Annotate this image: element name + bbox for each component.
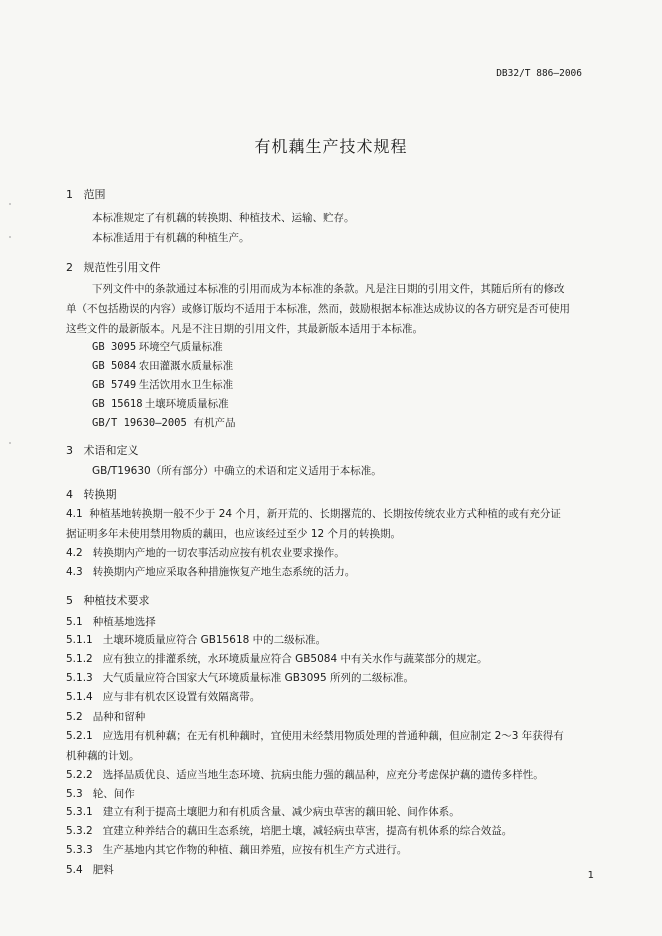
section-2-paragraph: 下列文件中的条款通过本标准的引用而成为本标准的条款。凡是注日期的引用文件，其随后所有的修改单（不包括勘误的内容）或修订版均不适用于本标准，然而，鼓励根据本标准达成协议的各方研究是否可使用这些文件的最新版本。凡是不注日期的引用文件，其最新版本适用于本标准。	[66, 283, 570, 335]
clause-4-1	[66, 504, 571, 544]
section-number: 2	[66, 261, 73, 274]
section-title: 转换期	[83, 488, 117, 501]
section-4-heading	[66, 486, 117, 502]
clause-4-3	[66, 564, 355, 579]
clause-5-3-1	[66, 804, 460, 819]
scan-speck	[9, 442, 11, 444]
clause-text: 应与非有机农区设置有效隔离带。	[102, 691, 261, 703]
section-1-heading	[66, 186, 106, 202]
section-number: 5	[66, 594, 73, 607]
reference-code: GB 3095	[92, 341, 137, 353]
clause-text: 种植基地转换期一般不少于 24 个月，新开荒的、长期撂荒的、长期按传统农业方式种植的或有充分证据证明多年未使用禁用物质的藕田，也应该经过至少 12 个月的转换期。	[66, 508, 561, 540]
section-1-line-1: 本标准规定了有机藕的转换期、种植技术、运输、贮存。	[92, 212, 355, 224]
clause-number: 5.3.2	[66, 825, 93, 837]
clause-4-2	[66, 545, 345, 560]
reference-name: 农田灌溉水质量标准	[138, 360, 234, 372]
reference-code: GB 5749	[92, 379, 137, 391]
subsection-title: 轮、间作	[92, 788, 135, 800]
subsection-number: 5.4	[66, 864, 83, 876]
clause-5-1-1	[66, 632, 326, 647]
clause-5-3-2	[66, 823, 512, 838]
reference-item	[92, 377, 233, 392]
subsection-number: 5.1	[66, 616, 83, 628]
section-number: 4	[66, 488, 73, 501]
document-title: 有机藕生产技术规程	[254, 137, 408, 156]
section-number: 1	[66, 188, 73, 201]
section-5-heading	[66, 592, 150, 608]
subsection-title: 肥料	[92, 864, 114, 876]
section-title: 规范性引用文件	[83, 261, 161, 274]
reference-item	[92, 339, 223, 354]
scan-speck	[9, 236, 11, 238]
clause-text: 转换期内产地应采取各种措施恢复产地生态系统的活力。	[92, 566, 356, 578]
reference-code: GB 15618	[92, 398, 143, 410]
clause-number: 5.3.3	[66, 844, 93, 856]
clause-text: 生产基地内其它作物的种植、藕田养殖，应按有机生产方式进行。	[102, 844, 408, 856]
reference-item	[92, 358, 233, 373]
clause-number: 5.2.1	[66, 730, 93, 742]
clause-text: 应选用有机种藕；在无有机种藕时，宜使用未经禁用物质处理的普通种藕，但应制定 2～3 年获得有机种藕的计划。	[66, 730, 564, 762]
section-title: 术语和定义	[83, 444, 139, 457]
clause-5-1-4	[66, 689, 260, 704]
clause-number: 4.3	[66, 566, 83, 578]
clause-number: 5.2.2	[66, 769, 93, 781]
page-number: 1	[587, 870, 594, 881]
reference-name: 土壤环境质量标准	[144, 398, 229, 410]
clause-number: 5.1.2	[66, 653, 93, 665]
clause-number: 4.2	[66, 547, 83, 559]
clause-text: 应有独立的排灌系统，水环境质量应符合 GB5084 中有关水作与蔬菜部分的规定。	[102, 653, 488, 665]
subsection-5-4-heading	[66, 862, 114, 877]
document-code: DB32/T 886—2006	[496, 68, 582, 79]
clause-5-1-3	[66, 670, 414, 685]
reference-code: GB 5084	[92, 360, 137, 372]
clause-number: 5.1.1	[66, 634, 93, 646]
section-3-heading	[66, 442, 139, 458]
subsection-title: 品种和留种	[92, 711, 146, 723]
section-title: 种植技术要求	[83, 594, 150, 607]
section-number: 3	[66, 444, 73, 457]
clause-5-1-2	[66, 651, 487, 666]
clause-text: 大气质量应符合国家大气环境质量标准 GB3095 所列的二级标准。	[102, 672, 414, 684]
subsection-5-1-heading	[66, 614, 156, 629]
clause-5-2-2	[66, 767, 544, 782]
reference-item	[92, 396, 229, 411]
clause-number: 4.1	[66, 508, 83, 520]
section-3-line: GB/T19630（所有部分）中确立的术语和定义适用于本标准。	[92, 465, 382, 477]
subsection-5-2-heading	[66, 709, 145, 724]
clause-text: 选择品质优良、适应当地生态环境、抗病虫能力强的藕品种，应充分考虑保护藕的遗传多样性。	[102, 769, 544, 781]
reference-name: 生活饮用水卫生标准	[138, 379, 234, 391]
clause-text: 建立有利于提高土壤肥力和有机质含量、减少病虫草害的藕田轮、间作体系。	[102, 806, 460, 818]
clause-number: 5.1.4	[66, 691, 93, 703]
clause-text: 转换期内产地的一切农事活动应按有机农业要求操作。	[92, 547, 345, 559]
clause-text: 土壤环境质量应符合 GB15618 中的二级标准。	[102, 634, 327, 646]
subsection-title: 种植基地选择	[92, 616, 156, 628]
subsection-number: 5.3	[66, 788, 83, 800]
reference-item	[92, 415, 236, 430]
subsection-5-3-heading	[66, 786, 135, 801]
reference-name: 有机产品	[193, 417, 236, 429]
clause-number: 5.1.3	[66, 672, 93, 684]
clause-5-2-1	[66, 726, 571, 766]
scan-speck	[9, 203, 11, 205]
clause-text: 宜建立种养结合的藕田生态系统，培肥土壤，减轻病虫草害，提高有机体系的综合效益。	[102, 825, 513, 837]
reference-code: GB/T 19630—2005	[92, 417, 187, 429]
subsection-number: 5.2	[66, 711, 83, 723]
section-2-heading	[66, 259, 161, 275]
section-1-line-2: 本标准适用于有机藕的种植生产。	[92, 232, 250, 244]
reference-name: 环境空气质量标准	[138, 341, 223, 353]
clause-number: 5.3.1	[66, 806, 93, 818]
clause-5-3-3	[66, 842, 407, 857]
section-title: 范围	[83, 188, 106, 201]
